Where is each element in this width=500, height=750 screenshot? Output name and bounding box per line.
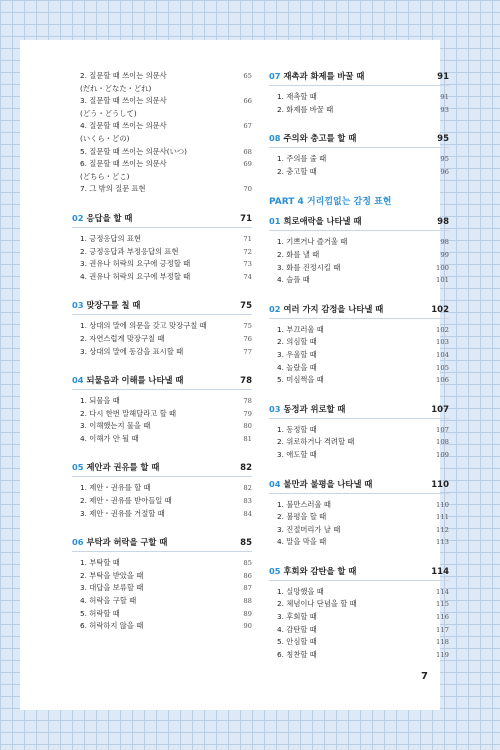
toc-item-title: 5. 허락할 때 (80, 608, 120, 618)
toc-section-name: 제안과 권유를 할 때 (86, 462, 160, 473)
toc-section-name: 동정과 위로할 때 (283, 403, 346, 414)
toc-item-title: 3. 우울할 때 (277, 349, 317, 359)
toc-item (269, 436, 449, 449)
toc-section-title (72, 536, 167, 548)
toc-item (269, 511, 449, 524)
toc-item-page: 99 (440, 250, 449, 259)
toc-item (269, 586, 449, 599)
toc-section-title (269, 132, 356, 144)
toc-section (72, 536, 252, 633)
toc-section-title (269, 565, 356, 577)
toc-section-page: 75 (240, 301, 252, 312)
toc-section-header (269, 215, 449, 231)
toc-item-page: 118 (436, 638, 449, 647)
toc-section (72, 461, 252, 520)
toc-section (269, 132, 449, 178)
toc-item (72, 271, 252, 284)
toc-item (72, 620, 252, 633)
toc-item (269, 649, 449, 662)
toc-section-page: 71 (240, 213, 252, 224)
toc-item-page: 72 (243, 247, 252, 256)
toc-item (72, 608, 252, 621)
toc-section-title (269, 478, 372, 490)
toc-item (72, 557, 252, 570)
toc-item (269, 274, 449, 287)
toc-item (269, 536, 449, 549)
toc-item-page: 71 (243, 234, 252, 243)
toc-section-page: 85 (240, 538, 252, 549)
toc-item-page: 114 (436, 587, 449, 596)
part-title: PART 4 거리낌없는 감정 표현 (269, 197, 392, 208)
toc-section-name: 부탁과 허락을 구할 때 (86, 537, 168, 548)
toc-item (269, 624, 449, 637)
toc-item-title: 2. 긍정응답과 부정응답의 표현 (80, 246, 179, 256)
toc-section-header (269, 478, 449, 494)
toc-item-title: 5. 미심쩍을 때 (277, 375, 324, 385)
toc-item-page: 100 (436, 263, 449, 272)
toc-section-number: 05 (269, 565, 281, 576)
toc-item-title: 3. 대답을 보류할 때 (80, 583, 144, 593)
toc-section (72, 212, 252, 283)
toc-item (269, 104, 449, 117)
toc-item (72, 320, 252, 333)
toc-item-title: 2. 위로하거나 격려할 때 (277, 437, 355, 447)
toc-section-number: 06 (72, 537, 84, 548)
toc-section (269, 478, 449, 549)
toc-section-number: 01 (269, 216, 281, 227)
toc-item (72, 146, 252, 159)
toc-item-page: 75 (243, 322, 252, 331)
toc-item-title: 1. 제안・권유를 할 때 (80, 483, 151, 493)
toc-section-number: 04 (269, 478, 281, 489)
toc-item-page: 103 (436, 338, 449, 347)
toc-section-title (72, 461, 159, 473)
toc-item-page: 80 (243, 422, 252, 431)
toc-item-title: 1. 부끄러울 때 (277, 324, 324, 334)
toc-item-title: 3. 질문할 때 쓰이는 의문사 (どう・どうして) (80, 96, 167, 118)
toc-item-page: 89 (243, 609, 252, 618)
toc-item-page: 98 (440, 238, 449, 247)
toc-item-title: 3. 권유나 허락의 요구에 긍정할 때 (80, 259, 191, 269)
toc-section-header (72, 536, 252, 552)
toc-item (72, 233, 252, 246)
toc-section-page: 95 (437, 134, 449, 145)
toc-item-title: 3. 진절머리가 날 때 (277, 524, 341, 534)
toc-item (72, 508, 252, 521)
toc-section-page: 107 (431, 404, 449, 415)
toc-item (72, 258, 252, 271)
toc-item (269, 236, 449, 249)
toc-item-title: 4. 감탄할 때 (277, 624, 317, 634)
toc-item-page: 81 (243, 434, 252, 443)
toc-item-page: 119 (436, 650, 449, 659)
toc-section-title (269, 215, 361, 227)
toc-item-title: 6. 칭찬할 때 (277, 649, 317, 659)
document-page (20, 40, 449, 710)
toc-item-page: 96 (440, 167, 449, 176)
toc-section-name: 재촉과 화제를 바꿀 때 (283, 71, 365, 81)
toc-item-page: 102 (436, 325, 449, 334)
toc-section-title (72, 212, 132, 224)
toc-section-name: 주의와 충고를 할 때 (283, 133, 357, 144)
toc-item-title: 3. 상대의 말에 동감을 표시할 때 (80, 346, 184, 356)
toc-item-title: 4. 이해가 안 될 때 (80, 433, 139, 443)
toc-item-title: 2. 충고할 때 (277, 166, 317, 176)
toc-section-name: 후회와 감탄을 할 때 (283, 565, 357, 576)
toc-item-title: 3. 화를 진정시킬 때 (277, 262, 341, 272)
toc-item-title: 2. 다시 한번 말해달라고 할 때 (80, 408, 177, 418)
toc-item-page: 86 (243, 571, 252, 580)
toc-item-title: 2. 질문할 때 쓰이는 의문사 (だれ・どなた・どれ) (80, 71, 167, 93)
toc-section-name: 되물음과 이해를 나타낼 때 (86, 375, 184, 386)
toc-item-title: 1. 실망했을 때 (277, 586, 324, 596)
toc-item-page: 73 (243, 260, 252, 269)
toc-item (269, 262, 449, 275)
toc-item-title: 4. 놀랐을 때 (277, 362, 317, 372)
toc-item (269, 91, 449, 104)
toc-item-page: 65 (243, 72, 252, 80)
toc-section-header (72, 212, 252, 228)
toc-section-number: 02 (72, 212, 84, 223)
toc-section-number: 03 (72, 300, 84, 311)
toc-item (269, 499, 449, 512)
toc-item-page: 108 (436, 438, 449, 447)
toc-section-name: 희로애락을 나타낼 때 (283, 216, 362, 227)
toc-item-title: 4. 질문할 때 쓰이는 의문사 (いくら・どの) (80, 121, 167, 143)
toc-section-header (72, 374, 252, 390)
toc-section (72, 299, 252, 358)
toc-item-title: 2. 제안・권유를 받아들일 때 (80, 496, 172, 506)
toc-item-page: 111 (436, 513, 449, 522)
toc-item-title: 5. 안심할 때 (277, 637, 317, 647)
toc-item (72, 95, 252, 120)
toc-item-page: 113 (436, 538, 449, 547)
toc-item (72, 582, 252, 595)
toc-item-page: 69 (243, 160, 252, 169)
toc-item (72, 395, 252, 408)
toc-item-title: 1. 주의를 줄 때 (277, 154, 327, 164)
toc-section-page: 91 (437, 72, 449, 82)
toc-item-page: 67 (243, 122, 252, 131)
toc-section-page: 98 (437, 217, 449, 228)
toc-section-name: 불만과 불평을 나타낼 때 (283, 478, 373, 489)
toc-item-page: 79 (243, 409, 252, 418)
toc-section-header (72, 299, 252, 315)
toc-item (269, 336, 449, 349)
toc-item (269, 374, 449, 387)
toc-section-name: 응답을 할 때 (86, 212, 133, 223)
toc-section-page: 102 (431, 304, 449, 315)
toc-item-title: 6. 질문할 때 쓰이는 의문사 (どちら・どこ) (80, 159, 167, 181)
toc-item-title: 4. 권유나 허락의 요구에 부정할 때 (80, 271, 191, 281)
toc-item-page: 104 (436, 350, 449, 359)
toc-item-page: 68 (243, 147, 252, 156)
toc-section-page: 114 (431, 566, 449, 577)
toc-item (72, 333, 252, 346)
toc-section (269, 303, 449, 387)
toc-item-title: 1. 불만스러울 때 (277, 499, 331, 509)
toc-section-header (269, 303, 449, 319)
toc-item-title: 4. 말을 막을 때 (277, 537, 327, 547)
toc-item (269, 449, 449, 462)
toc-item-title: 3. 이해했는지 물을 때 (80, 421, 151, 431)
toc-section-title (269, 70, 364, 82)
toc-section-name: 맞장구를 칠 때 (86, 300, 141, 311)
toc-item-title: 3. 후회할 때 (277, 612, 317, 622)
toc-item (269, 349, 449, 362)
toc-section-page: 78 (240, 376, 252, 387)
toc-item (269, 636, 449, 649)
toc-item-title: 1. 동정할 때 (277, 424, 317, 434)
toc-item (269, 598, 449, 611)
toc-item-title: 6. 허락하지 않을 때 (80, 621, 144, 631)
toc-item (269, 166, 449, 179)
toc-section-number: 05 (72, 462, 84, 473)
toc-item (269, 424, 449, 437)
toc-item (72, 482, 252, 495)
toc-item-page: 85 (243, 559, 252, 568)
toc-section-title (269, 303, 383, 315)
toc-item (72, 346, 252, 359)
toc-item-page: 82 (243, 484, 252, 493)
toc-section (269, 565, 449, 662)
toc-item-page: 90 (243, 622, 252, 631)
toc-item-page: 77 (243, 347, 252, 356)
toc-item-page: 116 (436, 613, 449, 622)
toc-item-title: 7. 그 밖의 질문 표현 (80, 184, 146, 194)
toc-item (72, 120, 252, 145)
toc-item (72, 433, 252, 446)
toc-item-title: 1. 되물을 때 (80, 396, 120, 406)
toc-item (72, 70, 252, 95)
toc-item-page: 88 (243, 597, 252, 606)
toc-item-title: 4. 허락을 구할 때 (80, 596, 137, 606)
toc-item-title: 3. 애도할 때 (277, 449, 317, 459)
toc-right-sections-top (269, 70, 449, 178)
toc-item-title: 2. 화를 낼 때 (277, 249, 320, 259)
toc-item-title: 2. 화제를 바꿀 때 (277, 104, 334, 114)
toc-item-title: 2. 부탁을 받았을 때 (80, 570, 144, 580)
toc-item-page: 66 (243, 97, 252, 106)
toc-right-sections-bottom (269, 215, 449, 661)
toc-item-title: 4. 슬플 때 (277, 275, 310, 285)
toc-continuation (72, 70, 252, 196)
toc-section-number: 07 (269, 71, 281, 81)
toc-left-column (72, 70, 252, 649)
toc-item-title: 1. 부탁할 때 (80, 558, 120, 568)
toc-section (72, 374, 252, 445)
toc-item-title: 5. 질문할 때 쓰이는 의문사(いつ) (80, 146, 188, 156)
toc-item-title: 1. 기쁘거나 즐거울 때 (277, 237, 348, 247)
toc-item-title: 1. 긍정응답의 표현 (80, 233, 141, 243)
toc-item (269, 324, 449, 337)
toc-section-page: 110 (431, 479, 449, 490)
toc-item-page: 83 (243, 497, 252, 506)
toc-item-page: 115 (436, 600, 449, 609)
toc-section-header (269, 403, 449, 419)
toc-item-page: 70 (243, 185, 252, 194)
toc-item (72, 246, 252, 259)
toc-item-page: 101 (436, 276, 449, 285)
toc-item-title: 2. 불평을 할 때 (277, 512, 327, 522)
toc-item-page: 93 (440, 105, 449, 114)
toc-left-sections (72, 212, 252, 633)
toc-section-header (72, 461, 252, 477)
toc-section-header (269, 70, 449, 86)
toc-section (269, 403, 449, 462)
toc-section-number: 03 (269, 403, 281, 414)
toc-section-number: 02 (269, 303, 281, 314)
toc-item (269, 249, 449, 262)
toc-item-page: 78 (243, 397, 252, 406)
toc-item-page: 76 (243, 334, 252, 343)
toc-section-title (269, 403, 345, 415)
toc-item-page: 91 (440, 93, 449, 101)
toc-item (72, 183, 252, 196)
toc-item (72, 158, 252, 183)
toc-item (269, 611, 449, 624)
toc-item-page: 105 (436, 363, 449, 372)
toc-item-page: 87 (243, 584, 252, 593)
toc-section-title (72, 374, 183, 386)
toc-item-page: 109 (436, 450, 449, 459)
toc-section-title (72, 299, 140, 311)
toc-item-page: 110 (436, 500, 449, 509)
toc-item (72, 495, 252, 508)
toc-right-column (269, 70, 449, 677)
toc-section (269, 215, 449, 286)
toc-item (72, 595, 252, 608)
toc-item-title: 2. 자연스럽게 맞장구칠 때 (80, 333, 165, 343)
toc-item-title: 1. 재촉할 때 (277, 92, 317, 101)
toc-item-page: 107 (436, 425, 449, 434)
toc-item (269, 524, 449, 537)
toc-item-page: 95 (440, 155, 449, 164)
toc-item (269, 362, 449, 375)
toc-item (72, 420, 252, 433)
toc-item-page: 106 (436, 376, 449, 385)
page-number: 7 (421, 671, 428, 682)
toc-section-name: 여러 가지 감정을 나타낼 때 (283, 303, 384, 314)
toc-item-title: 2. 체념이나 단념을 할 때 (277, 599, 357, 609)
toc-section-page: 82 (240, 463, 252, 474)
toc-section-header (269, 132, 449, 148)
toc-item-title: 3. 제안・권유를 거절할 때 (80, 508, 165, 518)
toc-item-title: 1. 상대의 말에 의문을 갖고 맞장구칠 때 (80, 321, 207, 331)
toc-item-page: 112 (436, 525, 449, 534)
toc-section-number: 08 (269, 133, 281, 144)
toc-item (269, 153, 449, 166)
toc-section (269, 70, 449, 116)
toc-item (72, 570, 252, 583)
toc-item-page: 84 (243, 509, 252, 518)
toc-item-page: 117 (436, 625, 449, 634)
toc-item (72, 408, 252, 421)
toc-section-header (269, 565, 449, 581)
toc-section-number: 04 (72, 375, 84, 386)
toc-item-title: 2. 의심할 때 (277, 337, 317, 347)
toc-item-page: 74 (243, 272, 252, 281)
